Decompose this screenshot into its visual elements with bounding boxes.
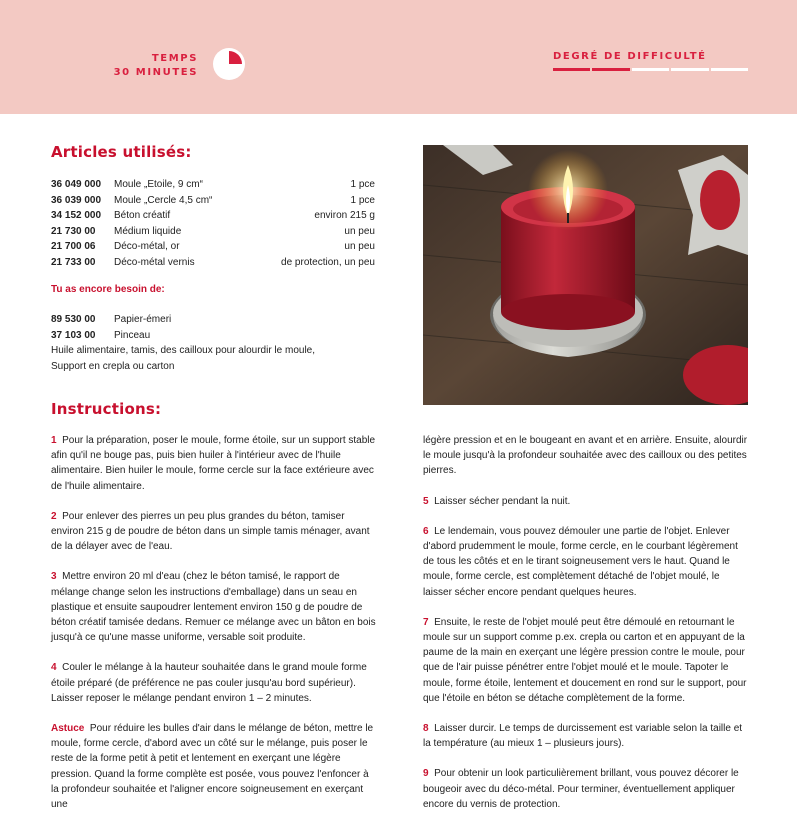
article-name: Béton créatif [114, 210, 171, 222]
step-text: Laisser durcir. Le temps de durcissement est variable selon la taille et la température (au mieux 1 – plusieurs jours). [423, 723, 743, 750]
instruction-step [423, 494, 748, 509]
instruction-step [51, 569, 376, 645]
article-row [51, 239, 375, 255]
difficulty-segment [592, 68, 629, 71]
difficulty-segment [553, 68, 590, 71]
article-quantity: un peu [344, 225, 375, 237]
article-name: Déco-métal vernis [114, 256, 195, 268]
step-number: 6 [423, 525, 429, 537]
step-number: 3 [51, 571, 57, 583]
step-text: Pour la préparation, poser le moule, forme étoile, sur un support stable afin qu'il ne bouge pas, puis bien huiler à l'intérieur avec de l'huile alimentaire. Bien huiler le moule, forme cercle sur la face extérieure avec de l'huile alimentaire. [51, 435, 376, 492]
article-name: Médium liquide [114, 225, 182, 237]
extra-item-code: 37 103 00 [51, 329, 96, 341]
step-text: Pour enlever des pierres un peu plus grandes du béton, tamiser environ 215 g de poudre de béton dans un simple tamis ménager, avant de la délayer avec de l'eau. [51, 510, 370, 553]
difficulty-meter [553, 68, 748, 71]
instruction-step [51, 660, 376, 706]
difficulty-label: DEGRÉ DE DIFFICULTÉ [553, 51, 707, 62]
article-code: 21 730 00 [51, 225, 96, 237]
article-row [51, 177, 375, 193]
instruction-step [423, 615, 748, 706]
article-name: Moule „Etoile, 9 cm“ [114, 179, 203, 190]
step-number: 7 [423, 616, 429, 628]
step-number: 1 [51, 435, 57, 446]
step-text: Couler le mélange à la hauteur souhaitée dans le grand moule forme étoile préparé (de préférence ne pas couler jusqu'au bord supérieur). Laisser reposer le mélange pendant environ 1 – 2 minutes. [51, 662, 367, 704]
article-row [51, 208, 375, 224]
step-number: 9 [423, 768, 429, 780]
instruction-step [423, 721, 748, 751]
article-code: 21 700 06 [51, 241, 96, 253]
step-text: Ensuite, le reste de l'objet moulé peut être démoulé en retournant le moule sur un support comme p.ex. crepla ou carton et en appuyant de la paume de la main en exerçant une légère pression contre le moule, pour que de l'air puisse pénétrer entre l'objet moulé et le moule. Tapoter le moule, forme étoile, lentement et doucement en rond sur le support, pour que l'étoile en béton se détache complètement de la forme. [423, 616, 747, 704]
clock-icon [212, 47, 246, 81]
article-code: 34 152 000 [51, 210, 102, 222]
extra-item-code: 89 530 00 [51, 314, 96, 325]
instructions-left-column [51, 433, 376, 812]
astuce-continued: légère pression et en le bougeant en avant et en arrière. Ensuite, alourdir le moule jusqu'à la profondeur souhaitée avec des cailloux ou des petites pierres. [423, 435, 748, 477]
difficulty-segment [671, 68, 708, 71]
extras-line: Support en crepla ou carton [51, 360, 175, 372]
instructions-heading: Instructions: [51, 400, 162, 418]
astuce-paragraph: Astuce Pour réduire les bulles d'air dans le mélange de béton, mettre le moule, forme cercle, d'abord avec un côté sur le mélange, puis poser le reste de la forme petit à petit et lentement en exerçant une légère pression. Quand la forme complète est posée, vous pouvez l'enfoncer à la profondeur souhaitée et l'aligner encore soigneusement en exerçant une [51, 723, 374, 811]
candle-photo [423, 145, 748, 405]
extra-item-row [51, 328, 381, 344]
article-code: 36 039 000 [51, 194, 102, 206]
instruction-step [423, 766, 748, 812]
extra-item-name: Pinceau [114, 329, 151, 341]
step-text: Le lendemain, vous pouvez démouler une partie de l'objet. Enlever d'abord prudemment le moule, forme cercle, en le courbant légèrement de tous les côtés et en le tirant soigneusement vers le haut. Quand le moule, forme cercle, est complètement détaché de l'objet moulé, le laisser sécher encore pendant quelques heures. [423, 525, 738, 598]
article-row [51, 193, 375, 209]
difficulty-segment [632, 68, 669, 71]
article-quantity: 1 pce [350, 179, 375, 190]
extras-heading: Tu as encore besoin de: [51, 284, 165, 295]
instruction-step [51, 509, 376, 555]
article-quantity: 1 pce [350, 194, 375, 206]
step-number: 2 [51, 510, 57, 522]
extra-item-name: Papier-émeri [114, 314, 172, 325]
extras-line: Huile alimentaire, tamis, des cailloux pour alourdir le moule, [51, 345, 316, 357]
articles-heading: Articles utilisés: [51, 143, 192, 161]
article-row [51, 224, 375, 240]
article-quantity: environ 215 g [314, 210, 375, 222]
extra-item-row [51, 312, 381, 328]
step-text: Laisser sécher pendant la nuit. [434, 495, 571, 507]
article-name: Déco-métal, or [114, 241, 180, 253]
step-number: 5 [423, 495, 429, 507]
extras-list [51, 312, 381, 374]
article-quantity: de protection, un peu [281, 256, 375, 268]
step-number: 8 [423, 723, 429, 735]
time-label: TEMPS 30 MINUTES [113, 53, 198, 78]
instructions-right-column [423, 433, 748, 827]
instruction-step [51, 433, 376, 494]
difficulty-segment [711, 68, 748, 71]
articles-list [51, 177, 375, 271]
step-number: 4 [51, 662, 57, 674]
article-row [51, 255, 375, 271]
astuce-label: Astuce [51, 723, 85, 735]
article-name: Moule „Cercle 4,5 cm“ [114, 194, 213, 206]
article-quantity: un peu [344, 241, 375, 253]
step-text: Pour obtenir un look particulièrement brillant, vous pouvez décorer le bougeoir avec du déco-métal. Pour terminer, éventuellement appliquer encore du vernis de protection. [423, 768, 739, 810]
step-text: Mettre environ 20 ml d'eau (chez le béton tamisé, le rapport de mélange change selon les instructions d'emballage) dans un seau en plastique et ensuite saupoudrer lentement environ 150 g de poudre de béton créatif tamisée dedans. Remuer ce mélange avec un bâton en bois jusqu'à ce qu'une masse uniforme, versable soit produite. [51, 571, 376, 644]
article-code: 36 049 000 [51, 179, 102, 190]
article-code: 21 733 00 [51, 256, 96, 268]
instruction-step [423, 524, 748, 600]
